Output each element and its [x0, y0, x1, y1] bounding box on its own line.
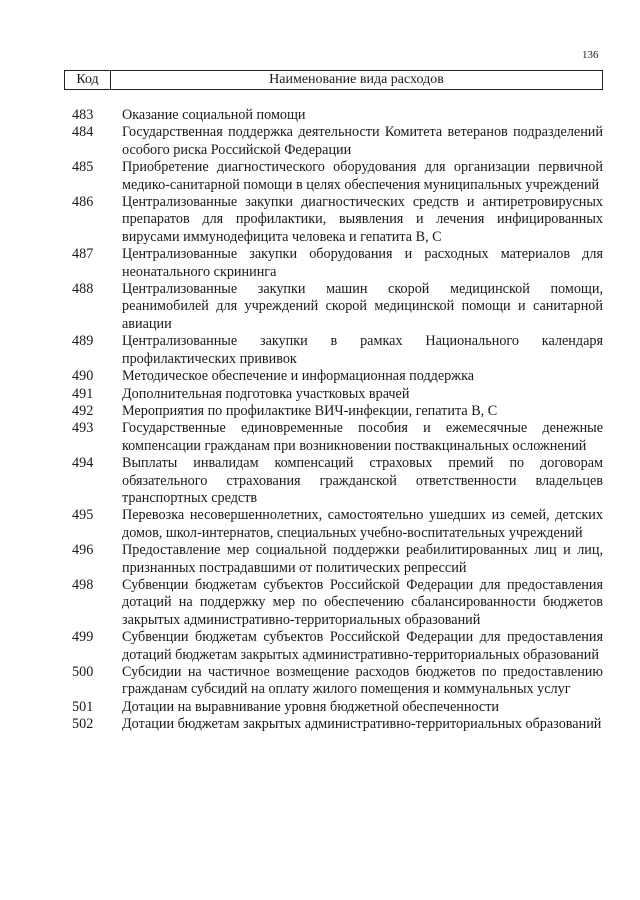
header-code: Код: [64, 71, 111, 89]
item-code: 493: [72, 420, 94, 437]
list-item: [66, 386, 603, 403]
item-text: Приобретение диагностического оборудования для организации первичной медико-санитарной помощи в целях обеспечения муниципальных учреждений: [122, 159, 603, 193]
item-code: 488: [72, 281, 94, 298]
list-item: [66, 246, 603, 281]
list-item: [66, 107, 603, 124]
item-text: Перевозка несовершеннолетних, самостоятельно ушедших из семей, детских домов, школ-интернатов, специальных учебно-воспитательных учреждений: [122, 507, 603, 541]
list-item: [66, 368, 603, 385]
list-item: [66, 420, 603, 455]
item-text: Государственные единовременные пособия и ежемесячные денежные компенсации гражданам при возникновении поствакцинальных осложнений: [122, 420, 603, 454]
expense-list: [66, 107, 603, 734]
item-code: 486: [72, 194, 94, 211]
item-text: Предоставление мер социальной поддержки реабилитированных лиц и лиц, признанных пострадавшими от политических репрессий: [122, 542, 603, 576]
list-item: [66, 629, 603, 664]
item-code: 499: [72, 629, 94, 646]
item-code: 489: [72, 333, 94, 350]
page-number: 136: [582, 49, 599, 61]
item-code: 496: [72, 542, 94, 559]
header-name: Наименование вида расходов: [111, 71, 603, 89]
list-item: [66, 403, 603, 420]
item-text: Централизованные закупки оборудования и расходных материалов для неонатального скрининга: [122, 246, 603, 280]
item-code: 494: [72, 455, 94, 472]
item-text: Дотации на выравнивание уровня бюджетной обеспеченности: [122, 698, 500, 715]
item-text: Централизованные закупки диагностических средств и антиретровирусных препаратов для профилактики, выявления и лечения инфицированных вирусами иммунодефицита человека и гепатита B, C: [122, 194, 603, 245]
item-text: Мероприятия по профилактике ВИЧ-инфекции, гепатита B, C: [122, 402, 498, 419]
item-code: 491: [72, 385, 94, 402]
list-item: [66, 194, 603, 246]
item-text: Централизованные закупки в рамках Национального календаря профилактических прививок: [122, 333, 603, 367]
item-text: Субсидии на частичное возмещение расходов бюджетов по предоставлению гражданам субсидий на оплату жилого помещения и коммунальных услуг: [122, 664, 603, 698]
list-item: [66, 716, 603, 733]
item-text: Субвенции бюджетам субъектов Российской Федерации для предоставления дотаций на поддержку мер по обеспечению сбалансированности бюджетов закрытых административно-территориальных образований: [122, 576, 603, 628]
item-text: Методическое обеспечение и информационная поддержка: [122, 368, 475, 385]
item-code: 502: [72, 716, 94, 733]
item-code: 490: [72, 368, 94, 385]
item-text: Выплаты инвалидам компенсаций страховых премий по договорам обязательного страхования гражданской ответственности владельцев транспортных средств: [122, 455, 603, 506]
item-code: 500: [72, 664, 94, 680]
list-item: [66, 281, 603, 333]
item-text: Оказание социальной помощи: [122, 107, 306, 123]
table-header: [64, 70, 603, 90]
list-item: [66, 159, 603, 194]
item-text: Субвенции бюджетам субъектов Российской Федерации для предоставления дотаций бюджетам закрытых административно-территориальных образований: [122, 629, 603, 663]
item-code: 484: [72, 124, 94, 141]
list-item: [66, 577, 603, 629]
item-code: 483: [72, 107, 94, 123]
item-code: 485: [72, 159, 94, 176]
list-item: [66, 507, 603, 542]
list-item: [66, 455, 603, 507]
item-code: 495: [72, 507, 94, 524]
item-text: Дополнительная подготовка участковых врачей: [122, 385, 410, 402]
list-item: [66, 664, 603, 699]
item-text: Дотации бюджетам закрытых административно-территориальных образований: [122, 716, 602, 733]
list-item: [66, 124, 603, 159]
list-item: [66, 699, 603, 716]
item-code: 498: [72, 576, 94, 593]
item-code: 492: [72, 402, 94, 419]
list-item: [66, 542, 603, 577]
item-text: Централизованные закупки машин скорой медицинской помощи, реанимобилей для учреждений скорой медицинской помощи и санитарной авиации: [122, 281, 603, 332]
item-text: Государственная поддержка деятельности Комитета ветеранов подразделений особого риска Российской Федерации: [122, 124, 603, 158]
list-item: [66, 333, 603, 368]
item-code: 487: [72, 246, 94, 263]
item-code: 501: [72, 698, 94, 715]
